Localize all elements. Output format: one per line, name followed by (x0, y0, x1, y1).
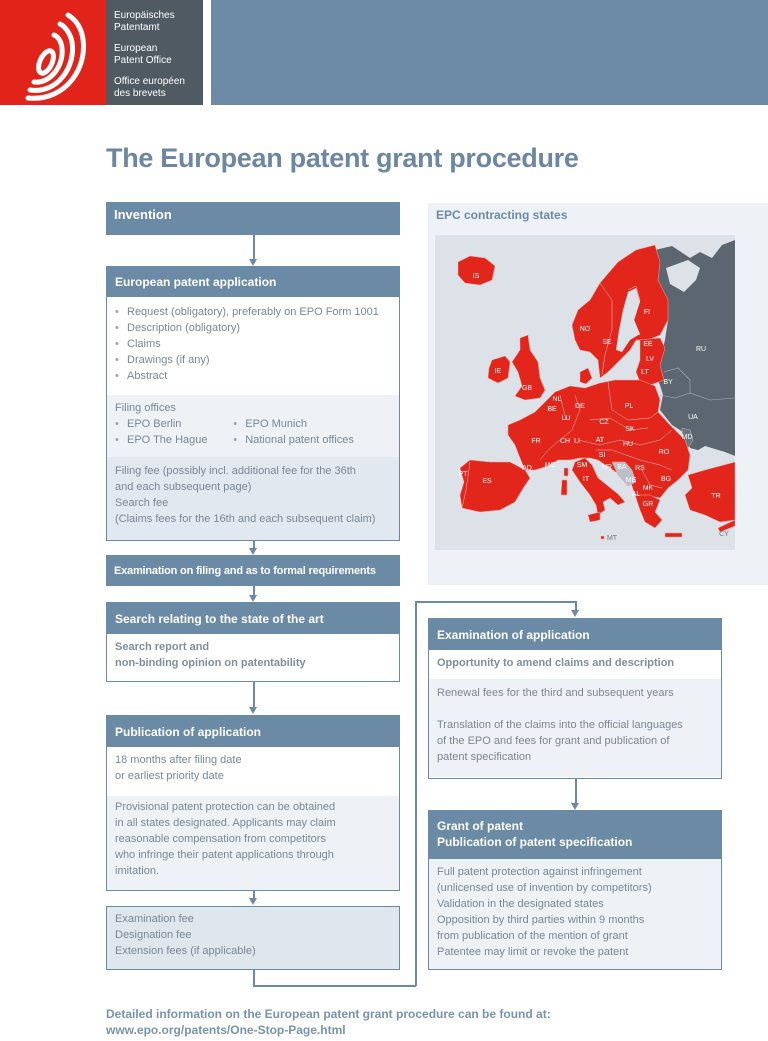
step-application (106, 266, 400, 541)
label-lt: LT (641, 369, 649, 376)
label-nl: NL (552, 396, 562, 403)
page-title: The European patent grant procedure (106, 143, 579, 173)
application-documents (107, 297, 399, 395)
org-name-fr: Office européen des brevets (114, 76, 185, 99)
arrow-down-icon (249, 595, 257, 602)
label-ad: AD (522, 465, 532, 472)
connector (575, 779, 577, 804)
label-es: ES (482, 478, 492, 485)
connector (415, 601, 576, 603)
step-formal-examination (106, 555, 400, 586)
connector (253, 682, 255, 708)
label-lu: LU (561, 415, 571, 422)
region-sardinia (561, 480, 567, 495)
label-at: AT (595, 437, 605, 444)
label-rs: RS (635, 465, 645, 472)
step-grant (428, 810, 722, 970)
step-application-title: European patent application (107, 267, 399, 297)
connector (253, 985, 416, 987)
step-search-title: Search relating to the state of the art (107, 603, 399, 634)
map-title: EPC contracting states (436, 208, 568, 222)
step-examination-fees (106, 906, 400, 970)
list-item: • EPO The Hague (115, 432, 233, 448)
region-corsica (564, 468, 568, 476)
one-stop-page-link[interactable]: www.epo.org/patents/One-Stop-Page.html (106, 1023, 346, 1037)
label-gr: GR (642, 501, 654, 508)
label-by: BY (663, 379, 673, 386)
label-cy: CY (719, 531, 729, 538)
footer-info (106, 1006, 551, 1038)
amend-opportunity: Opportunity to amend claims and description (429, 650, 721, 679)
label-bg: BG (660, 476, 672, 483)
label-ch: CH (559, 438, 571, 445)
connector (253, 970, 255, 986)
label-pt: PT (458, 471, 468, 478)
provisional-protection: Provisional patent protection can be obtained in all states designated. Applicants may claim reasonable compensation from competitors who infringe their patent applications through imitation. (107, 796, 399, 891)
footer-text: Detailed information on the European patent grant procedure can be found at: (106, 1007, 551, 1021)
application-fees: Filing fee (possibly incl. additional fee for the 36th and each subsequent page) Search fee (Claims fees for the 16th and each subsequent claim) (107, 457, 399, 541)
label-hr: HR (601, 464, 613, 471)
list-item: • Abstract (115, 368, 391, 384)
label-it: IT (582, 476, 590, 483)
examination-fees: Renewal fees for the third and subsequent years Translation of the claims into the official languages of the EPO and fees for grant and publication of patent specification (429, 679, 721, 777)
header-banner (211, 0, 768, 105)
region-crete (665, 533, 682, 537)
step-examination-title: Examination of application (429, 619, 721, 650)
step-grant-title: Grant of patent Publication of patent specification (429, 811, 721, 859)
label-de: DE (575, 403, 585, 410)
filing-offices (107, 395, 399, 457)
label-hu: HU (622, 441, 634, 448)
label-ru: RU (695, 346, 707, 353)
epo-logo (0, 0, 106, 105)
region-mt (601, 536, 604, 539)
connector (253, 586, 255, 595)
arrow-down-icon (571, 803, 579, 810)
step-examination (428, 618, 722, 779)
label-mt: MT (606, 535, 618, 542)
connector (253, 235, 255, 260)
arrow-down-icon (249, 898, 257, 905)
label-sk: SK (625, 426, 635, 433)
publication-timing: 18 months after filing date or earliest priority date (107, 747, 399, 796)
connector (415, 601, 417, 986)
arrow-down-icon (571, 610, 579, 617)
search-result: Search report and non-binding opinion on patentability (107, 634, 399, 677)
grant-effects: Full patent protection against infringement (unlicensed use of invention by competitors) Validation in the designated states Opposition by third parties within 9 months from publication of the mention of grant Patentee may limit or revoke the patent (429, 859, 721, 969)
epo-signal-arcs-icon (0, 0, 106, 105)
list-item: • Drawings (if any) (115, 352, 391, 368)
filing-offices-label: Filing offices (115, 402, 176, 414)
label-ua: UA (688, 414, 698, 421)
label-no: NO (579, 326, 591, 333)
label-al: AL (631, 491, 641, 498)
label-cz: CZ (599, 419, 609, 426)
label-pl: PL (624, 403, 634, 410)
arrow-down-icon (249, 259, 257, 266)
list-item: • EPO Berlin (115, 416, 233, 432)
step-invention-label: Invention (106, 202, 400, 235)
label-si: SI (598, 452, 606, 459)
label-sm: SM (576, 462, 588, 469)
label-me: ME (625, 477, 637, 484)
arrow-down-icon (249, 707, 257, 714)
label-mk: MK (642, 485, 654, 492)
label-gb: GB (521, 385, 533, 392)
epc-states-map (435, 235, 735, 550)
step-formal-examination-title: Examination on filing and as to formal requirements (106, 555, 400, 586)
label-tr: TR (711, 493, 721, 500)
step-invention (106, 202, 400, 235)
label-lv: LV (645, 356, 655, 363)
label-ie: IE (494, 368, 502, 375)
label-be: BE (547, 406, 557, 413)
label-fi: FI (643, 309, 651, 316)
step-publication (106, 715, 400, 891)
label-fr: FR (531, 438, 541, 445)
label-mc: MC (544, 462, 556, 469)
org-name-en: European Patent Office (114, 43, 172, 66)
label-ba: BA (617, 464, 627, 471)
org-name-block (106, 0, 203, 105)
label-ee: EE (643, 341, 653, 348)
org-name-de: Europäisches Patentamt (114, 10, 175, 33)
list-item: • Request (obligatory), preferably on EPO Form 1001 (115, 304, 391, 320)
label-is: IS (472, 273, 480, 280)
examination-fees-list: Examination fee Designation fee Extension fees (if applicable) (115, 913, 256, 957)
list-item: • National patent offices (233, 432, 391, 448)
list-item: • Description (obligatory) (115, 320, 391, 336)
label-li: LI (574, 438, 580, 445)
label-md: MD (681, 434, 693, 441)
list-item: • Claims (115, 336, 391, 352)
step-publication-title: Publication of application (107, 716, 399, 747)
label-ro: RO (658, 449, 670, 456)
list-item: • EPO Munich (233, 416, 391, 432)
arrow-down-icon (249, 548, 257, 555)
step-search (106, 602, 400, 682)
label-se: SE (602, 339, 612, 346)
